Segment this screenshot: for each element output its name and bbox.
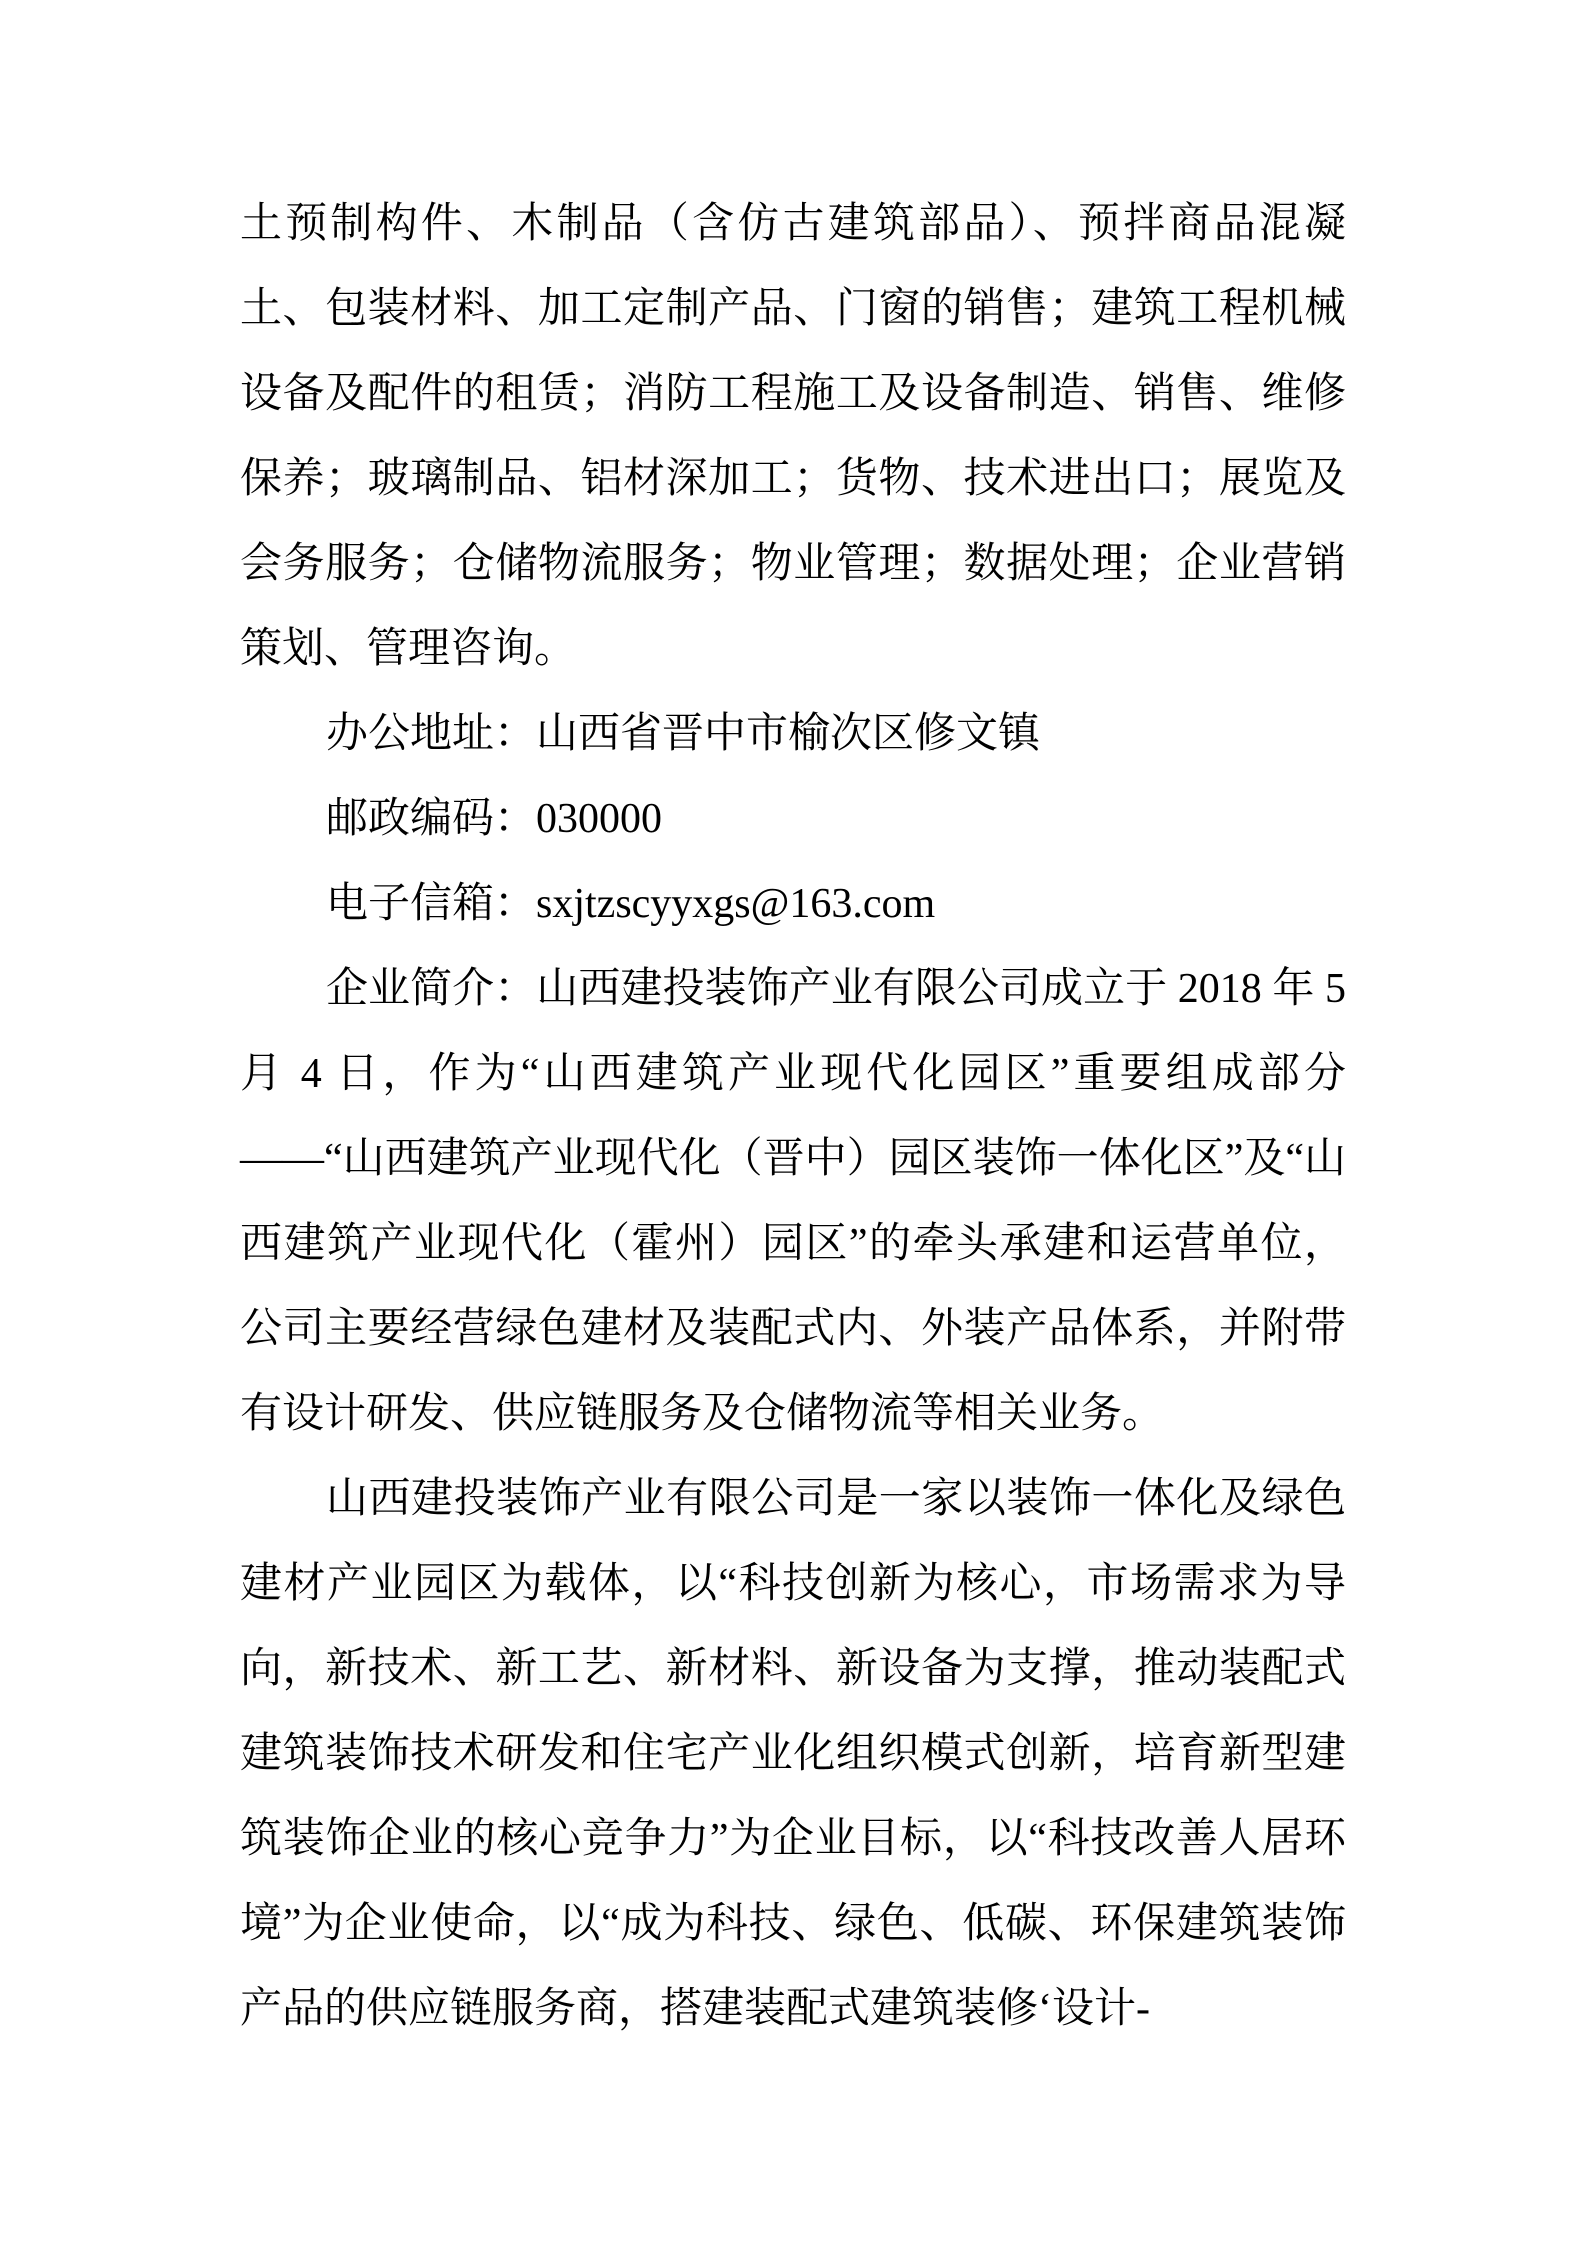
- paragraph: 电子信箱：sxjtzscyyxgs@163.com: [326, 881, 936, 927]
- document-text-block: [240, 182, 1346, 2052]
- paragraph: 邮政编码：030000: [326, 796, 663, 842]
- paragraph: 山西建投装饰产业有限公司是一家以装饰一体化及绿色建材产业园区为载体，以“科技创新为核心，市场需求为导向，新技术、新工艺、新材料、新设备为支撑，推动装配式建筑装饰技术研发和住宅产业化组织模式创新，培育新型建筑装饰企业的核心竞争力”为企业目标，以“科技改善人居环境”为企业使命，以“成为科技、绿色、低碳、环保建筑装饰产品的供应链服务商，搭建装配式建筑装修‘设计-: [240, 1476, 1346, 2032]
- paragraph: 办公地址：山西省晋中市榆次区修文镇: [326, 711, 1041, 757]
- paragraph: 土预制构件、木制品（含仿古建筑部品）、预拌商品混凝土、包装材料、加工定制产品、门窗的销售；建筑工程机械设备及配件的租赁；消防工程施工及设备制造、销售、维修保养；玻璃制品、铝材深加工；货物、技术进出口；展览及会务服务；仓储物流服务；物业管理；数据处理；企业营销策划、管理咨询。: [240, 201, 1346, 672]
- paragraph: 企业简介：山西建投装饰产业有限公司成立于 2018 年 5 月 4 日，作为“山西建筑产业现代化园区”重要组成部分——“山西建筑产业现代化（晋中）园区装饰一体化区”及“山西建筑产业现代化（霍州）园区”的牵头承建和运营单位，公司主要经营绿色建材及装配式内、外装产品体系，并附带有设计研发、供应链服务及仓储物流等相关业务。: [240, 966, 1346, 1437]
